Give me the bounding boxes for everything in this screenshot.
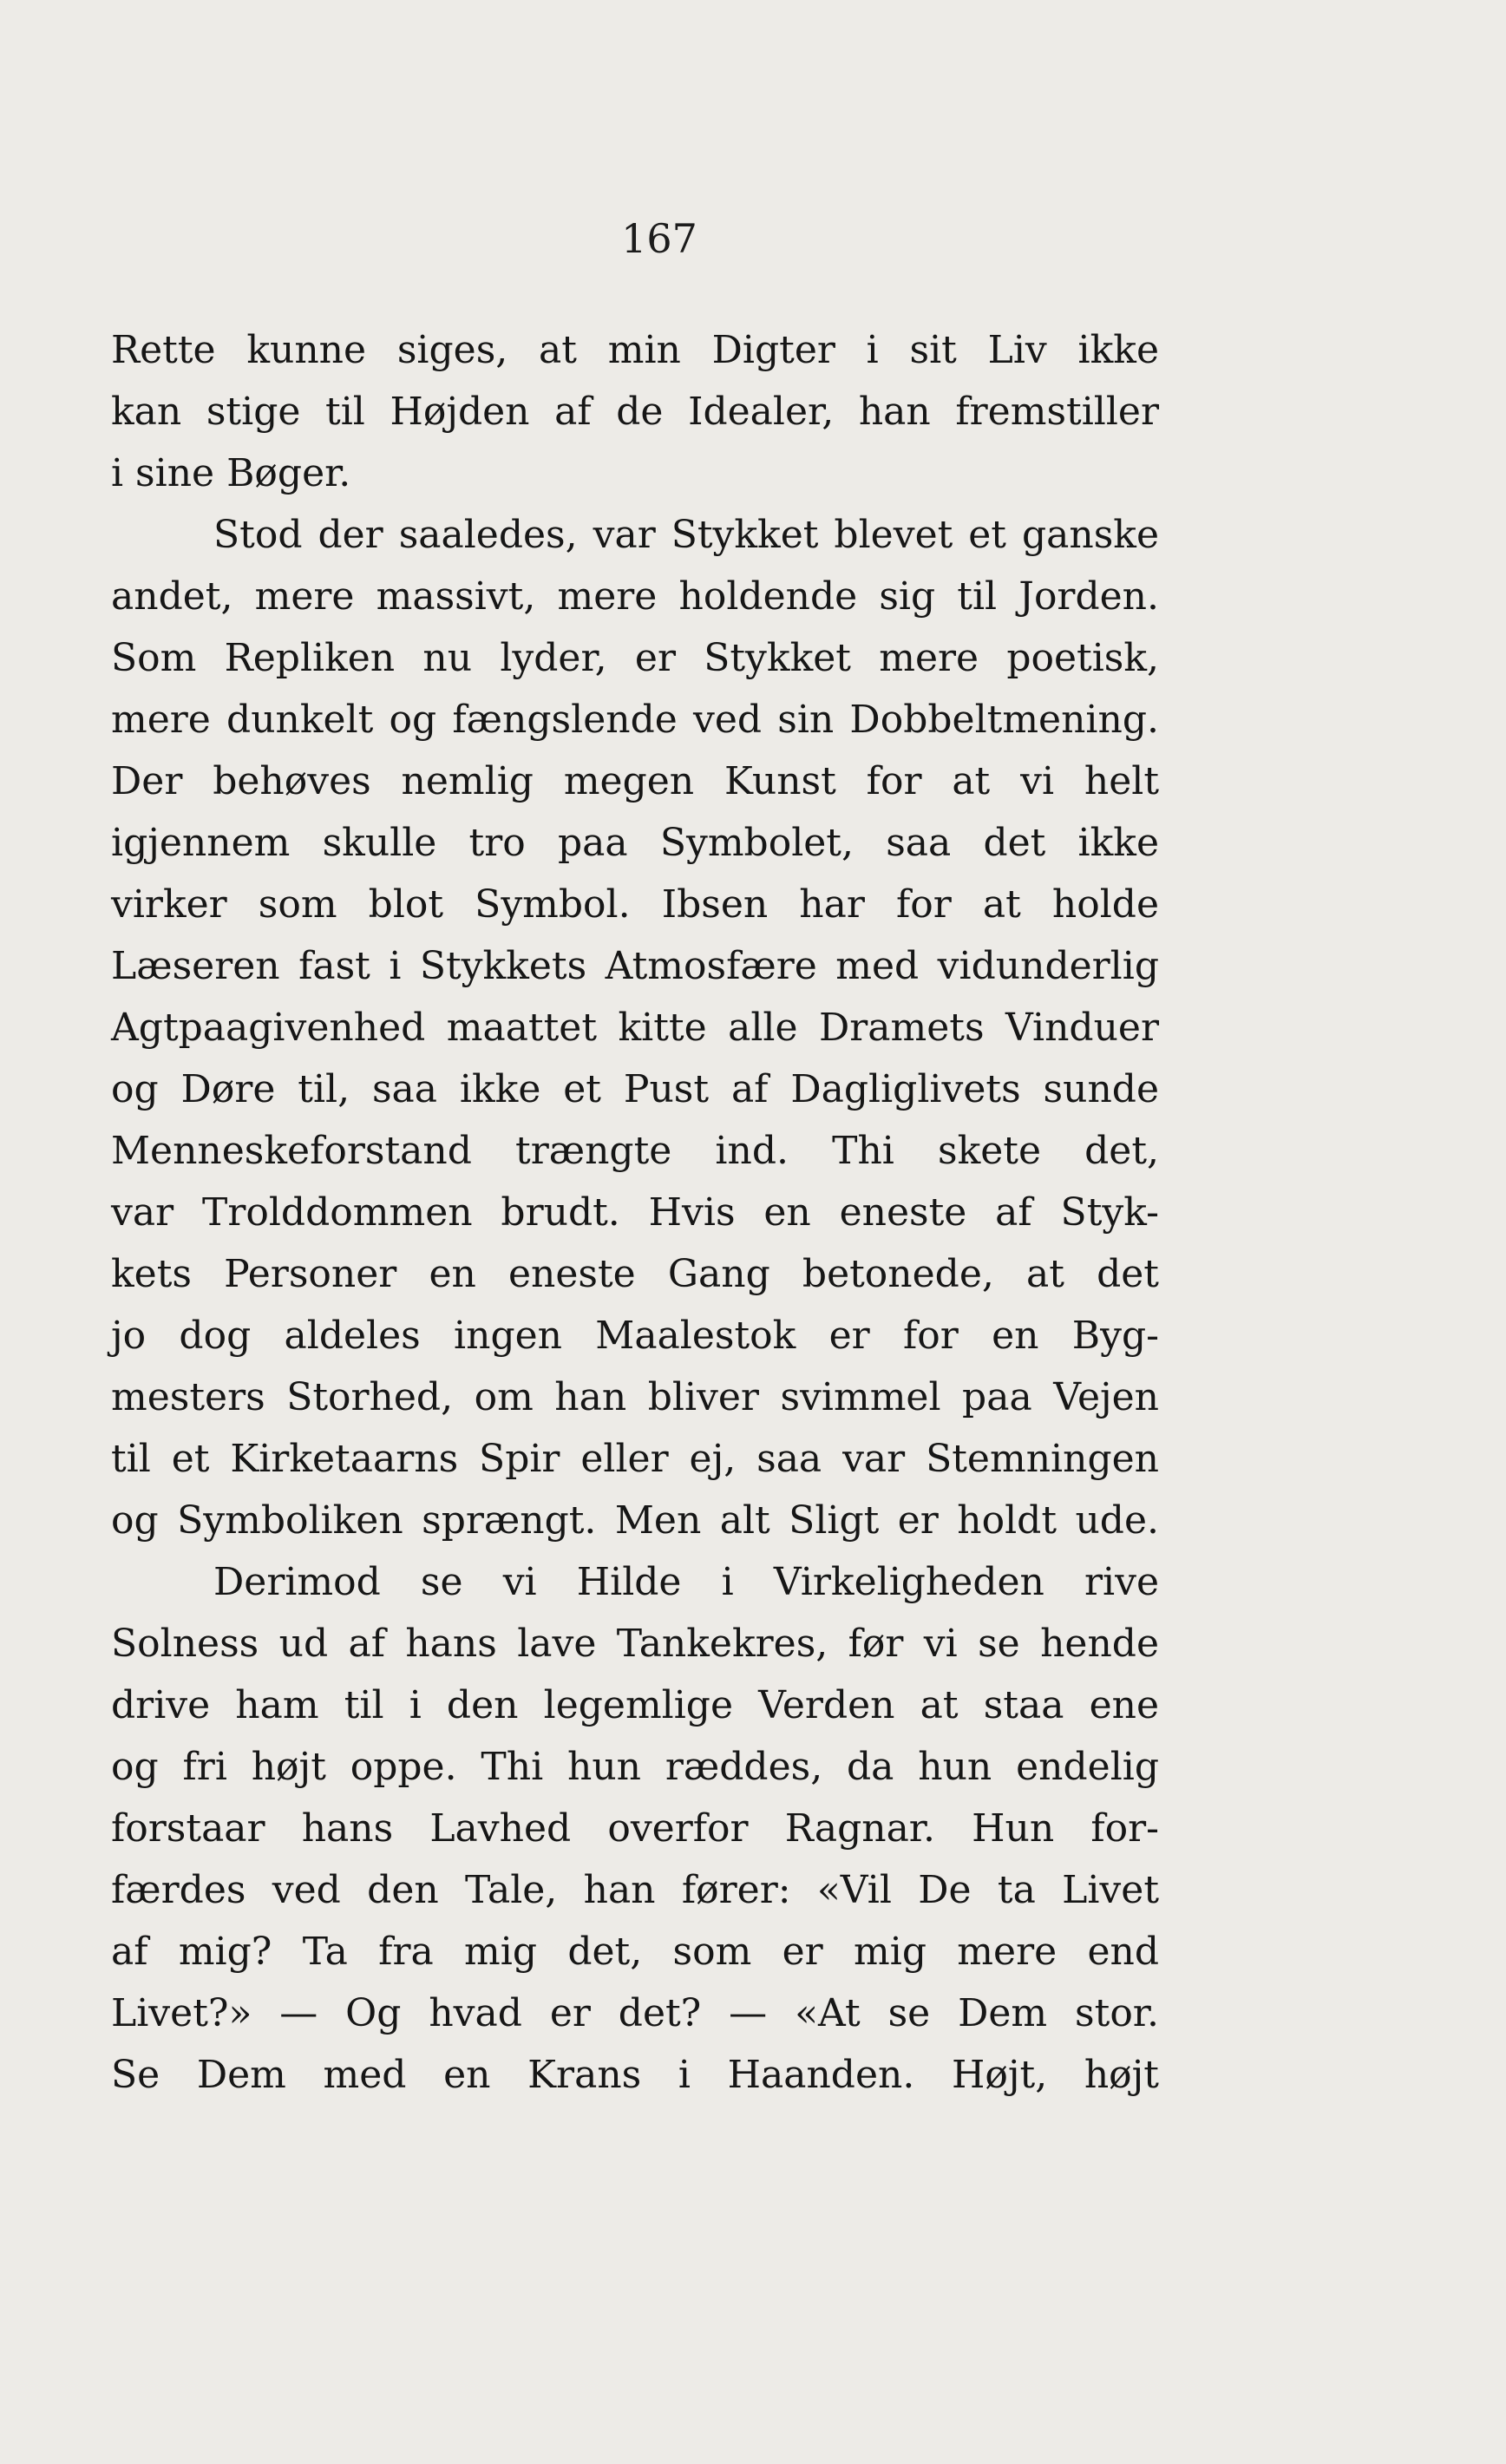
text-line: Solness ud af hans lave Tankekres, før vi se hende (111, 1622, 1159, 1666)
text-line: kan stige til Højden af de Idealer, han fremstiller (111, 390, 1159, 434)
text-line: mesters Storhed, om han bliver svimmel paa Vejen (111, 1375, 1159, 1419)
text-line: virker som blot Symbol. Ibsen har for at holde (111, 882, 1159, 927)
text-line: igjennem skulle tro paa Symbolet, saa det ikke (111, 821, 1159, 865)
text-line: Rette kunne siges, at min Digter i sit Liv ikke (111, 328, 1159, 372)
text-line: Livet?» — Og hvad er det? — «At se Dem stor. (111, 1991, 1159, 2035)
text-line: af mig? Ta fra mig det, som er mig mere end (111, 1930, 1159, 1974)
body-text (111, 319, 1159, 2106)
text-line: drive ham til i den legemlige Verden at staa ene (111, 1683, 1159, 1727)
text-line: Menneskeforstand trængte ind. Thi skete det, (111, 1129, 1159, 1173)
text-line: mere dunkelt og fængslende ved sin Dobbeltmening. (111, 698, 1159, 742)
text-line: Stod der saaledes, var Stykket blevet et ganske (213, 513, 1159, 557)
text-line: færdes ved den Tale, han fører: «Vil De ta Livet (111, 1868, 1159, 1912)
text-line: andet, mere massivt, mere holdende sig til Jorden. (111, 574, 1159, 619)
text-line: og Døre til, saa ikke et Pust af Dagliglivets sunde (111, 1067, 1159, 1111)
text-line: kets Personer en eneste Gang betonede, at det (111, 1252, 1159, 1296)
text-line: jo dog aldeles ingen Maalestok er for en Byg- (111, 1314, 1159, 1358)
text-line: Derimod se vi Hilde i Virkeligheden rive (213, 1560, 1159, 1604)
text-line: og fri højt oppe. Thi hun ræddes, da hun endelig (111, 1745, 1159, 1789)
text-line: Læseren fast i Stykkets Atmosfære med vidunderlig (111, 944, 1159, 988)
text-line: Der behøves nemlig megen Kunst for at vi helt (111, 759, 1159, 803)
text-line: Agtpaagivenhed maattet kitte alle Dramets Vinduer (111, 1006, 1159, 1050)
text-line: Som Repliken nu lyder, er Stykket mere poetisk, (111, 636, 1159, 680)
text-line: til et Kirketaarns Spir eller ej, saa var Stemningen (111, 1437, 1159, 1481)
page-number: 167 (621, 215, 697, 262)
text-line: Se Dem med en Krans i Haanden. Højt, højt (111, 2053, 1159, 2097)
text-line: og Symboliken sprængt. Men alt Sligt er holdt ude. (111, 1498, 1159, 1543)
text-line: i sine Bøger. (111, 451, 351, 495)
text-line: forstaar hans Lavhed overfor Ragnar. Hun for- (111, 1806, 1159, 1851)
text-line: var Trolddommen brudt. Hvis en eneste af Styk- (111, 1190, 1159, 1235)
